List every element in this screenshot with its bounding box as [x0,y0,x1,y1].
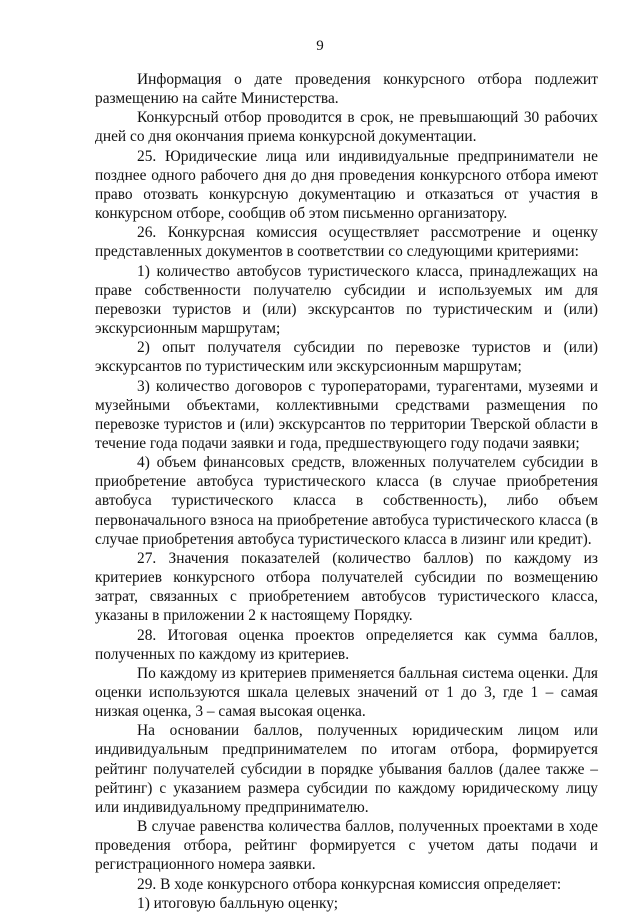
criterion-2: 2) опыт получателя субсидии по перевозке туристов и (или) экскурсантов по туристическим или экскурсионным маршрутам; [95,339,598,376]
page-number: 9 [316,38,324,54]
paragraph-item-26: 26. Конкурсная комиссия осуществляет рассмотрение и оценку представленных документов в соответствии со следующими критериями: [95,224,598,261]
paragraph-item-28: 28. Итоговая оценка проектов определяется как сумма баллов, полученных по каждому из критериев. [95,626,598,663]
criterion-3: 3) количество договоров с туроператорами, турагентами, музеями и музейными объектами, коллективными средствами размещения по перевозке туристов и (или) экскурсантов по территории Тверской области в течение года подачи заявки и года, предшествующего году подачи заявки; [95,377,598,452]
paragraph-info-publication: Информация о дате проведения конкурсного отбора подлежит размещению на сайте Министерства. [95,71,598,108]
paragraph-item-25: 25. Юридические лица или индивидуальные предприниматели не позднее одного рабочего дня до дня проведения конкурсного отбора имеют право отозвать конкурсную документацию и отказаться от участия в конкурсном отборе, сообщив об этом письменно организатору. [95,147,598,223]
paragraph-scoring-system: По каждому из критериев применяется балльная система оценки. Для оценки используются шкала целевых значений от 1 до 3, где 1 – самая низкая оценка, 3 – самая высокая оценка. [95,664,598,721]
document-body [95,70,598,913]
paragraph-item-27: 27. Значения показателей (количество баллов) по каждому из критериев конкурсного отбора получателей субсидии по возмещению затрат, связанных с приобретением автобусов туристического класса, указаны в приложении 2 к настоящему Порядку. [95,549,598,625]
criterion-1: 1) количество автобусов туристического класса, принадлежащих на праве собственности получателю субсидии и используемых им для перевозки туристов и (или) экскурсантов по туристическим и (или) экскурсионным маршрутам; [95,262,598,338]
paragraph-rating-formation: На основании баллов, полученных юридическим лицом или индивидуальным предпринимателем по итогам отбора, формируется рейтинг получателей субсидии в порядке убывания баллов (далее также – рейтинг) с указанием размера субсидии по каждому юридическому лицу или индивидуальному предпринимателю. [95,722,598,816]
paragraph-item-29: 29. В ходе конкурсного отбора конкурсная комиссия определяет: [137,875,562,893]
list-item-final-score: 1) итоговую балльную оценку; [137,894,339,912]
paragraph-selection-term: Конкурсный отбор проводится в срок, не превышающий 30 рабочих дней со дня окончания приема конкурсной документации. [95,109,598,146]
paragraph-equal-scores: В случае равенства количества баллов, полученных проектами в ходе проведения отбора, рейтинг формируется с учетом даты подачи и регистрационного номера заявки. [95,818,598,874]
criterion-4: 4) объем финансовых средств, вложенных получателем субсидии в приобретение автобуса туристического класса (в случае приобретения автобуса туристического класса в собственность), либо объем первоначального взноса на приобретение автобуса туристического класса (в случае приобретения автобуса туристического класса в лизинг или кредит). [95,454,598,548]
